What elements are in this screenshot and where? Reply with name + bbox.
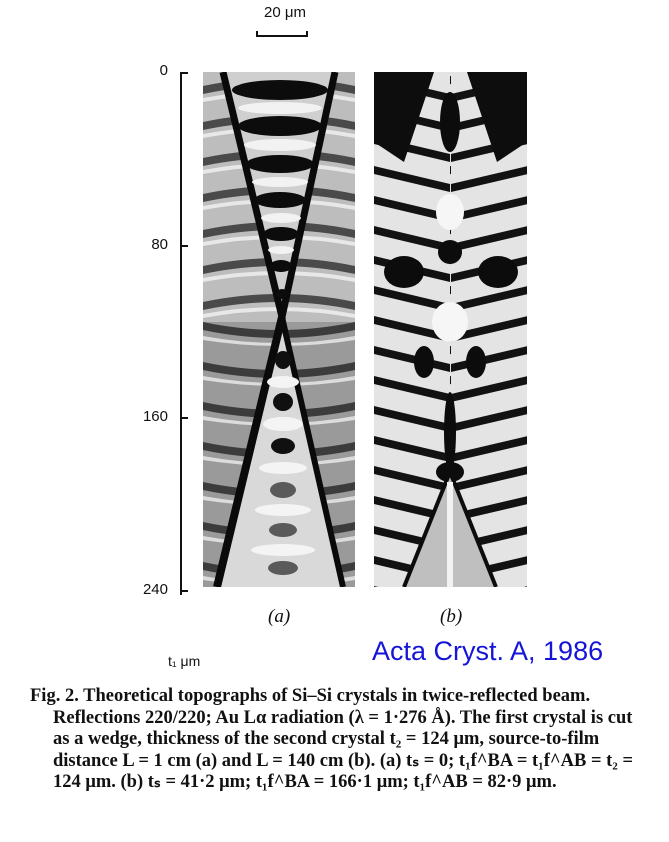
axis-tick [180,417,188,419]
scale-bar-line [256,31,308,37]
scale-bar [240,4,330,21]
figure-caption [30,686,640,794]
scale-bar-label: 20 μm [264,4,306,21]
panel-a-label: (a) [268,606,291,627]
thickness-axis [180,72,182,595]
axis-tick [180,245,188,247]
axis-tick-label: 160 [142,408,168,425]
axis-tick-label: 0 [159,62,168,79]
panel-b-label: (b) [440,606,463,627]
axis-tick-label: 80 [151,236,168,253]
topograph-panel-b [374,72,527,587]
axis-tick [180,590,188,592]
axis-unit-label: t₁ μm [168,653,201,669]
figure-caption-text: Fig. 2. Theoretical topographs of Si–Si crystals in twice-reflected beam. Reflections 220/220; Au Lα radiation (λ = 1·276 Å). The first crystal is cut as a wedge, thickness of the second crystal t₂ = 124 μm, source-to-film distance L = 1 cm (a) and L = 140 cm (b). (a) tₛ = 0; t₁f^BA = t₁f^AB = t₂ = 124 μm. (b) tₛ = 41·2 μm; t₁f^BA = 166·1 μm; t₁f^AB = 82·9 μm. [30,686,634,792]
citation-label: Acta Cryst. A, 1986 [372,636,604,666]
axis-tick [180,72,188,74]
topograph-panel-a [203,72,355,587]
axis-tick-label: 240 [142,581,168,598]
